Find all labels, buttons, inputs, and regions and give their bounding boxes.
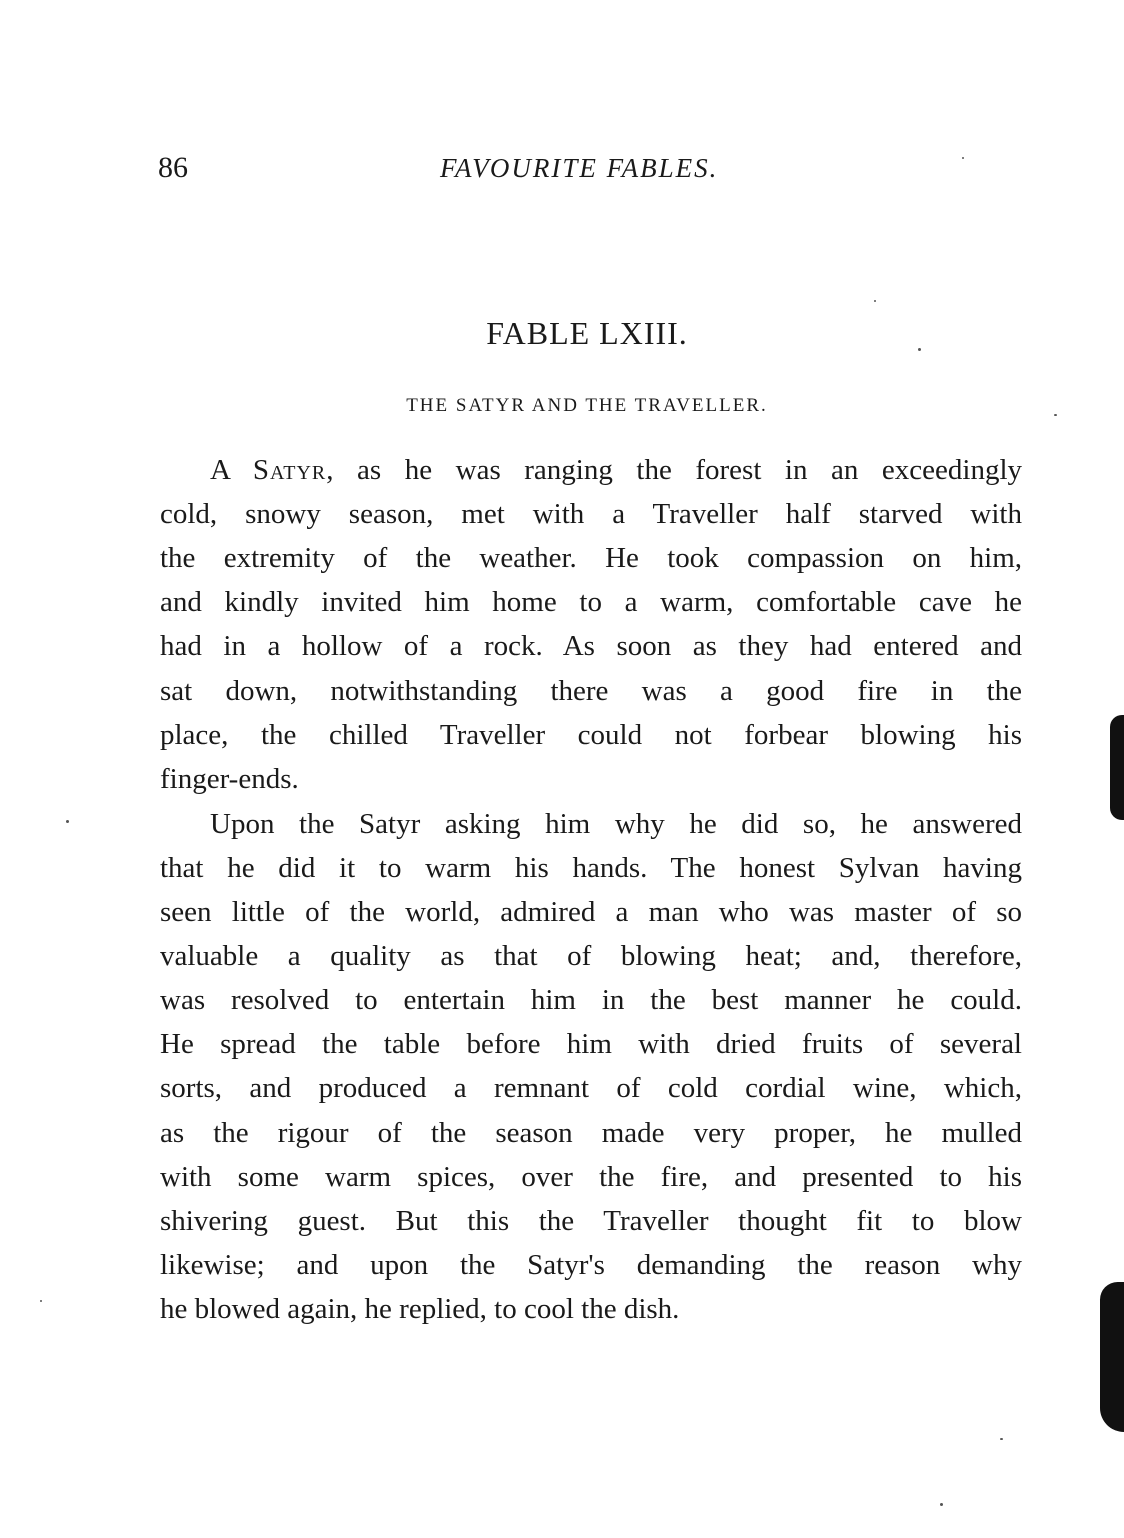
satyr-smallcaps: Satyr [252, 454, 327, 486]
scan-speck [874, 300, 876, 302]
page-number: 86 [158, 151, 188, 184]
scan-speck [40, 1300, 42, 1302]
text-line: likewise; and upon the Satyr's demanding the reason why [160, 1249, 1022, 1281]
scan-speck [940, 1503, 943, 1506]
text-line: was resolved to entertain him in the best manner he could. [160, 984, 1022, 1016]
page-edge-shadow [1110, 715, 1124, 820]
text-line: seen little of the world, admired a man who was master of so [160, 896, 1022, 928]
text-line: valuable a quality as that of blowing heat; and, therefore, [160, 940, 1022, 972]
line-rest: , as he was ranging the forest in an exceedingly [326, 454, 1023, 486]
text-line: finger-ends. [160, 763, 299, 795]
scan-speck [1000, 1438, 1003, 1440]
text-line: place, the chilled Traveller could not forbear blowing his [160, 719, 1022, 751]
scan-speck [66, 820, 69, 823]
text-line: shivering guest. But this the Traveller thought fit to blow [160, 1205, 1022, 1237]
scan-speck [918, 348, 921, 351]
fable-title: THE SATYR AND THE TRAVELLER. [406, 395, 768, 416]
first-word: A [210, 454, 230, 486]
text-line [210, 450, 1022, 490]
fable-number: FABLE LXIII. [486, 315, 688, 351]
text-line: sat down, notwithstanding there was a good fire in the [160, 675, 1022, 707]
text-line: as the rigour of the season made very proper, he mulled [160, 1117, 1022, 1149]
scan-speck [962, 157, 964, 159]
text-line: he blowed again, he replied, to cool the dish. [160, 1293, 680, 1325]
text-line: cold, snowy season, met with a Traveller half starved with [160, 498, 1022, 530]
text-line: the extremity of the weather. He took compassion on him, [160, 542, 1022, 574]
scan-speck [1054, 414, 1057, 416]
text-line: sorts, and produced a remnant of cold cordial wine, which, [160, 1072, 1022, 1104]
text-line: Upon the Satyr asking him why he did so, he answered [210, 808, 1022, 840]
text-line: and kindly invited him home to a warm, comfortable cave he [160, 586, 1022, 618]
text-line: that he did it to warm his hands. The honest Sylvan having [160, 852, 1022, 884]
text-line: had in a hollow of a rock. As soon as they had entered and [160, 630, 1022, 662]
text-line: with some warm spices, over the fire, and presented to his [160, 1161, 1022, 1193]
page-edge-shadow [1100, 1282, 1124, 1432]
text-line: He spread the table before him with dried fruits of several [160, 1028, 1022, 1060]
running-head: FAVOURITE FABLES. [440, 153, 719, 183]
